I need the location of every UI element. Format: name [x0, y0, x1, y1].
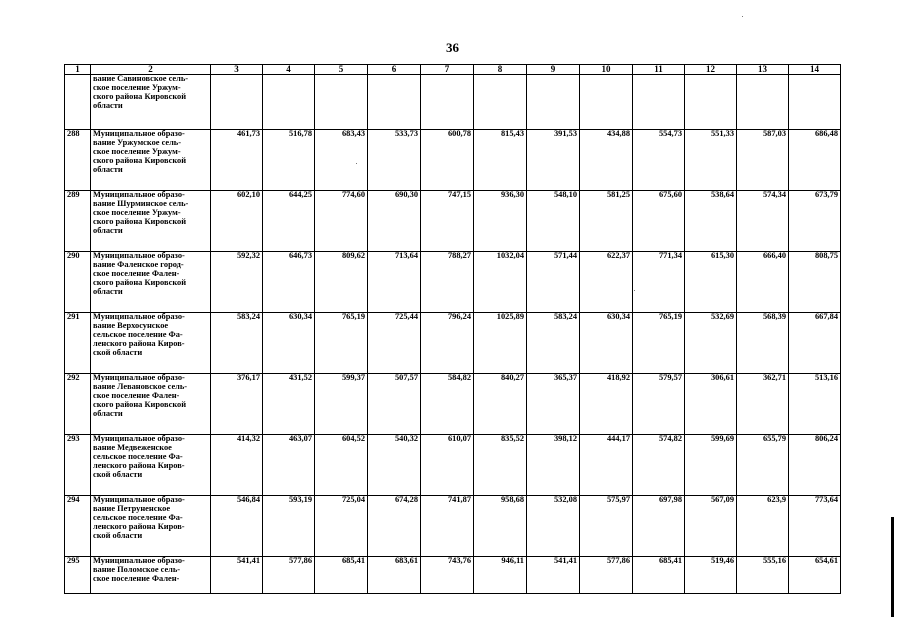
row-number: 289: [65, 191, 91, 252]
row-number: 291: [65, 313, 91, 374]
scan-dot: [742, 16, 743, 17]
column-header-13: 13: [737, 65, 789, 75]
value-cell-col-10: 577,86: [580, 557, 633, 594]
table-row: [65, 374, 841, 435]
value-cell-col-5: 774,60: [315, 191, 368, 252]
value-cell-col-3: 376,17: [211, 374, 263, 435]
value-cell-col-4: 644,25: [263, 191, 315, 252]
municipality-name: Муниципальное образо- вание Фаленское город- ское поселение Фален- ского района Кировской области: [91, 252, 211, 313]
table-body: [65, 75, 841, 594]
value-cell-col-8: 1025,89: [474, 313, 527, 374]
column-header-6: 6: [368, 65, 421, 75]
value-cell-col-6: 690,30: [368, 191, 421, 252]
value-cell-col-3: [211, 75, 263, 130]
scan-dot: [356, 163, 357, 164]
column-header-14: 14: [789, 65, 841, 75]
value-cell-col-11: 579,57: [633, 374, 685, 435]
value-cell-col-7: 796,24: [421, 313, 474, 374]
value-cell-col-13: 362,71: [737, 374, 789, 435]
value-cell-col-8: 958,68: [474, 496, 527, 557]
table-row: [65, 75, 841, 130]
value-cell-col-14: 806,24: [789, 435, 841, 496]
value-cell-col-11: 675,60: [633, 191, 685, 252]
value-cell-col-5: 604,52: [315, 435, 368, 496]
table-row: [65, 435, 841, 496]
value-cell-col-8: 815,43: [474, 130, 527, 191]
value-cell-col-12: 551,33: [685, 130, 737, 191]
row-number: 292: [65, 374, 91, 435]
municipality-name: Муниципальное образо- вание Уржумское сель- ское поселение Уржум- ского района Кировской области: [91, 130, 211, 191]
table-row: [65, 191, 841, 252]
value-cell-col-10: 581,25: [580, 191, 633, 252]
value-cell-col-10: 444,17: [580, 435, 633, 496]
table-row: [65, 557, 841, 594]
value-cell-col-5: 599,37: [315, 374, 368, 435]
value-cell-col-6: 683,61: [368, 557, 421, 594]
value-cell-col-4: [263, 75, 315, 130]
value-cell-col-7: 584,82: [421, 374, 474, 435]
value-cell-col-11: 685,41: [633, 557, 685, 594]
value-cell-col-6: [368, 75, 421, 130]
value-cell-col-14: 686,48: [789, 130, 841, 191]
value-cell-col-8: 840,27: [474, 374, 527, 435]
value-cell-col-14: 673,79: [789, 191, 841, 252]
value-cell-col-4: 463,07: [263, 435, 315, 496]
value-cell-col-3: 546,84: [211, 496, 263, 557]
table-row: [65, 496, 841, 557]
value-cell-col-14: 667,84: [789, 313, 841, 374]
value-cell-col-13: 666,40: [737, 252, 789, 313]
value-cell-col-8: 936,30: [474, 191, 527, 252]
table-row: [65, 313, 841, 374]
value-cell-col-3: 602,10: [211, 191, 263, 252]
value-cell-col-7: 747,15: [421, 191, 474, 252]
column-header-1: 1: [65, 65, 91, 75]
value-cell-col-10: 622,37: [580, 252, 633, 313]
value-cell-col-7: 741,87: [421, 496, 474, 557]
value-cell-col-6: 507,57: [368, 374, 421, 435]
value-cell-col-6: 725,44: [368, 313, 421, 374]
row-number: [65, 75, 91, 130]
value-cell-col-4: 516,78: [263, 130, 315, 191]
data-table: [64, 64, 841, 594]
row-number: 295: [65, 557, 91, 594]
value-cell-col-12: 615,30: [685, 252, 737, 313]
value-cell-col-4: 577,86: [263, 557, 315, 594]
scan-dot: [634, 290, 635, 291]
value-cell-col-3: 583,24: [211, 313, 263, 374]
value-cell-col-9: 583,24: [527, 313, 580, 374]
row-number: 293: [65, 435, 91, 496]
page-number: 36: [446, 40, 459, 55]
value-cell-col-12: 538,64: [685, 191, 737, 252]
value-cell-col-9: 571,44: [527, 252, 580, 313]
value-cell-col-10: [580, 75, 633, 130]
value-cell-col-9: 398,12: [527, 435, 580, 496]
column-header-2: 2: [91, 65, 211, 75]
value-cell-col-11: 574,82: [633, 435, 685, 496]
value-cell-col-11: 697,98: [633, 496, 685, 557]
value-cell-col-6: 533,73: [368, 130, 421, 191]
value-cell-col-13: 623,9: [737, 496, 789, 557]
column-header-8: 8: [474, 65, 527, 75]
value-cell-col-10: 434,88: [580, 130, 633, 191]
value-cell-col-8: 835,52: [474, 435, 527, 496]
value-cell-col-9: 532,08: [527, 496, 580, 557]
value-cell-col-8: [474, 75, 527, 130]
value-cell-col-11: 765,19: [633, 313, 685, 374]
column-header-9: 9: [527, 65, 580, 75]
value-cell-col-5: 685,41: [315, 557, 368, 594]
municipality-name: Муниципальное образо- вание Левановское сель- ское поселение Фален- ского района Кировской области: [91, 374, 211, 435]
value-cell-col-13: 555,16: [737, 557, 789, 594]
value-cell-col-4: 593,19: [263, 496, 315, 557]
value-cell-col-12: [685, 75, 737, 130]
value-cell-col-3: 592,32: [211, 252, 263, 313]
value-cell-col-8: 1032,04: [474, 252, 527, 313]
value-cell-col-14: [789, 75, 841, 130]
value-cell-col-9: 541,41: [527, 557, 580, 594]
column-header-11: 11: [633, 65, 685, 75]
value-cell-col-3: 461,73: [211, 130, 263, 191]
value-cell-col-10: 575,97: [580, 496, 633, 557]
value-cell-col-5: 765,19: [315, 313, 368, 374]
column-header-4: 4: [263, 65, 315, 75]
municipality-name: Муниципальное образо- вание Поломское сель- ское поселение Фален-: [91, 557, 211, 594]
value-cell-col-13: 655,79: [737, 435, 789, 496]
value-cell-col-3: 414,32: [211, 435, 263, 496]
value-cell-col-13: 587,03: [737, 130, 789, 191]
value-cell-col-10: 630,34: [580, 313, 633, 374]
table-row: [65, 252, 841, 313]
value-cell-col-11: 554,73: [633, 130, 685, 191]
value-cell-col-11: 771,34: [633, 252, 685, 313]
value-cell-col-9: 365,37: [527, 374, 580, 435]
value-cell-col-4: 630,34: [263, 313, 315, 374]
value-cell-col-12: 532,69: [685, 313, 737, 374]
value-cell-col-6: 674,28: [368, 496, 421, 557]
value-cell-col-12: 567,09: [685, 496, 737, 557]
value-cell-col-14: 513,16: [789, 374, 841, 435]
margin-bar: [891, 517, 894, 617]
column-header-12: 12: [685, 65, 737, 75]
value-cell-col-13: [737, 75, 789, 130]
value-cell-col-7: 600,78: [421, 130, 474, 191]
column-header-7: 7: [421, 65, 474, 75]
value-cell-col-9: 548,10: [527, 191, 580, 252]
value-cell-col-6: 540,32: [368, 435, 421, 496]
value-cell-col-4: 646,73: [263, 252, 315, 313]
row-number: 290: [65, 252, 91, 313]
value-cell-col-7: 610,07: [421, 435, 474, 496]
value-cell-col-13: 574,34: [737, 191, 789, 252]
value-cell-col-14: 808,75: [789, 252, 841, 313]
table-row: [65, 130, 841, 191]
value-cell-col-9: [527, 75, 580, 130]
value-cell-col-12: 519,46: [685, 557, 737, 594]
value-cell-col-4: 431,52: [263, 374, 315, 435]
value-cell-col-5: 683,43: [315, 130, 368, 191]
header-row: [65, 65, 841, 75]
row-number: 288: [65, 130, 91, 191]
column-header-3: 3: [211, 65, 263, 75]
value-cell-col-7: 788,27: [421, 252, 474, 313]
value-cell-col-14: 773,64: [789, 496, 841, 557]
value-cell-col-5: 725,04: [315, 496, 368, 557]
value-cell-col-9: 391,53: [527, 130, 580, 191]
municipality-name: Муниципальное образо- вание Медвеженское сельское поселение Фа- ленского района Киров- ской области: [91, 435, 211, 496]
value-cell-col-10: 418,92: [580, 374, 633, 435]
row-number: 294: [65, 496, 91, 557]
column-header-10: 10: [580, 65, 633, 75]
value-cell-col-7: [421, 75, 474, 130]
value-cell-col-11: [633, 75, 685, 130]
value-cell-col-6: 713,64: [368, 252, 421, 313]
municipality-name: вание Савиновское сель- ское поселение Уржум- ского района Кировской области: [91, 75, 211, 130]
value-cell-col-5: [315, 75, 368, 130]
value-cell-col-13: 568,39: [737, 313, 789, 374]
municipality-name: Муниципальное образо- вание Верхосунское сельское поселение Фа- ленского района Киров- ской области: [91, 313, 211, 374]
value-cell-col-8: 946,11: [474, 557, 527, 594]
value-cell-col-12: 306,61: [685, 374, 737, 435]
municipality-name: Муниципальное образо- вание Шурминское сель- ское поселение Уржум- ского района Кировской области: [91, 191, 211, 252]
value-cell-col-12: 599,69: [685, 435, 737, 496]
value-cell-col-14: 654,61: [789, 557, 841, 594]
column-header-5: 5: [315, 65, 368, 75]
municipality-name: Муниципальное образо- вание Петруненское сельское поселение Фа- ленского района Киров- ской области: [91, 496, 211, 557]
value-cell-col-7: 743,76: [421, 557, 474, 594]
value-cell-col-5: 809,62: [315, 252, 368, 313]
value-cell-col-3: 541,41: [211, 557, 263, 594]
